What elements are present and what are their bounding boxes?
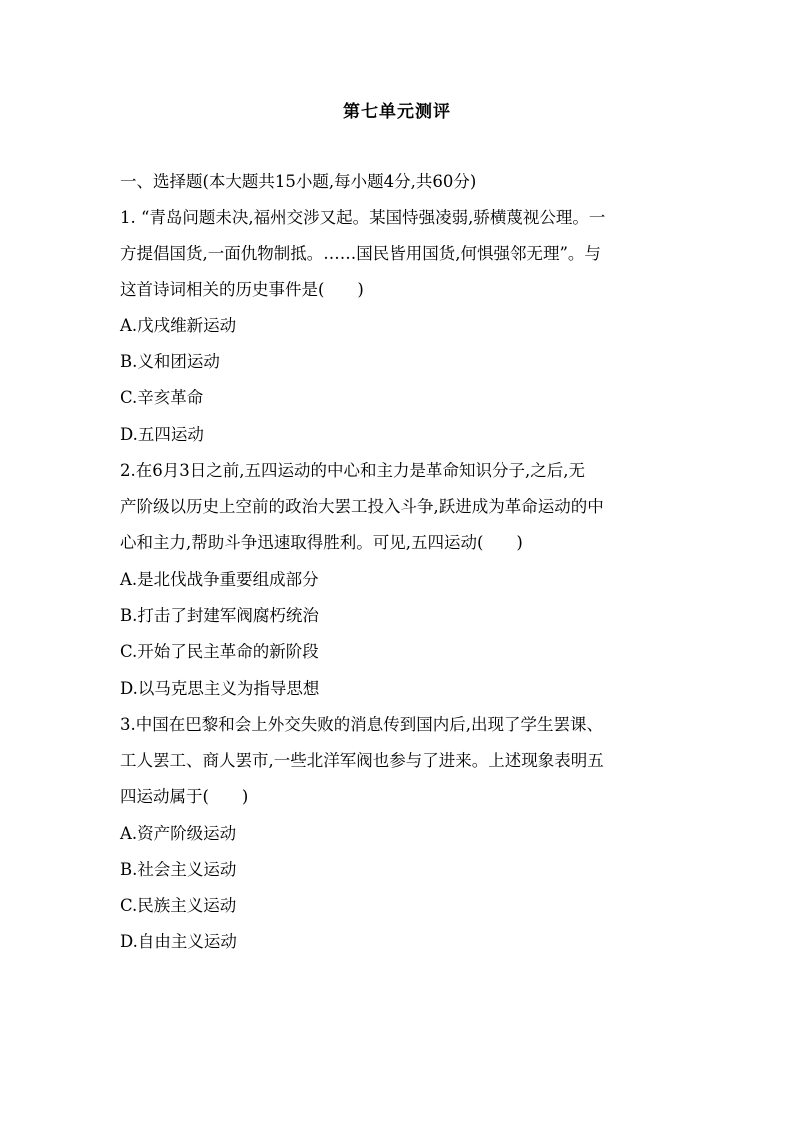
page-title: 第七单元测评 bbox=[343, 102, 451, 122]
question-1-stem-line-2: 方提倡国货,一面仇物制抵。……国民皆用国货,何惧强邻无理”。与 bbox=[120, 244, 601, 263]
question-1-option-c: C.辛亥革命 bbox=[120, 388, 204, 407]
question-2-option-a: A.是北伐战争重要组成部分 bbox=[120, 570, 319, 589]
question-1-option-d: D.五四运动 bbox=[120, 425, 204, 444]
question-3-stem-line-3: 四运动属于( ) bbox=[120, 787, 249, 806]
question-3-option-a: A.资产阶级运动 bbox=[120, 824, 237, 843]
question-1-stem-line-1: 1. “青岛问题未决,福州交涉又起。某国恃强凌弱,骄横蔑视公理。一 bbox=[120, 208, 606, 227]
question-3-stem-line-2: 工人罢工、商人罢市,一些北洋军阀也参与了进来。上述现象表明五 bbox=[120, 751, 604, 770]
question-2-stem-line-2: 产阶级以历史上空前的政治大罢工投入斗争,跃进成为革命运动的中 bbox=[120, 497, 604, 516]
question-2-stem-line-1: 2.在6月3日之前,五四运动的中心和主力是革命知识分子,之后,无 bbox=[120, 461, 585, 480]
question-1-option-a: A.戊戌维新运动 bbox=[120, 316, 237, 335]
question-2-stem-line-3: 心和主力,帮助斗争迅速取得胜利。可见,五四运动( ) bbox=[120, 533, 523, 552]
question-3-stem-line-1: 3.中国在巴黎和会上外交失败的消息传到国内后,出现了学生罢课、 bbox=[120, 715, 603, 734]
question-1-option-b: B.义和团运动 bbox=[120, 352, 220, 371]
section-heading: 一、选择题(本大题共15小题,每小题4分,共60分) bbox=[120, 172, 477, 191]
question-1-stem-line-3: 这首诗词相关的历史事件是( ) bbox=[120, 280, 364, 299]
question-2-option-b: B.打击了封建军阀腐朽统治 bbox=[120, 606, 319, 625]
question-2-option-c: C.开始了民主革命的新阶段 bbox=[120, 642, 319, 661]
question-2-option-d: D.以马克思主义为指导思想 bbox=[120, 679, 320, 698]
question-3-option-b: B.社会主义运动 bbox=[120, 860, 237, 879]
question-3-option-c: C.民族主义运动 bbox=[120, 896, 237, 915]
question-3-option-d: D.自由主义运动 bbox=[120, 932, 237, 951]
